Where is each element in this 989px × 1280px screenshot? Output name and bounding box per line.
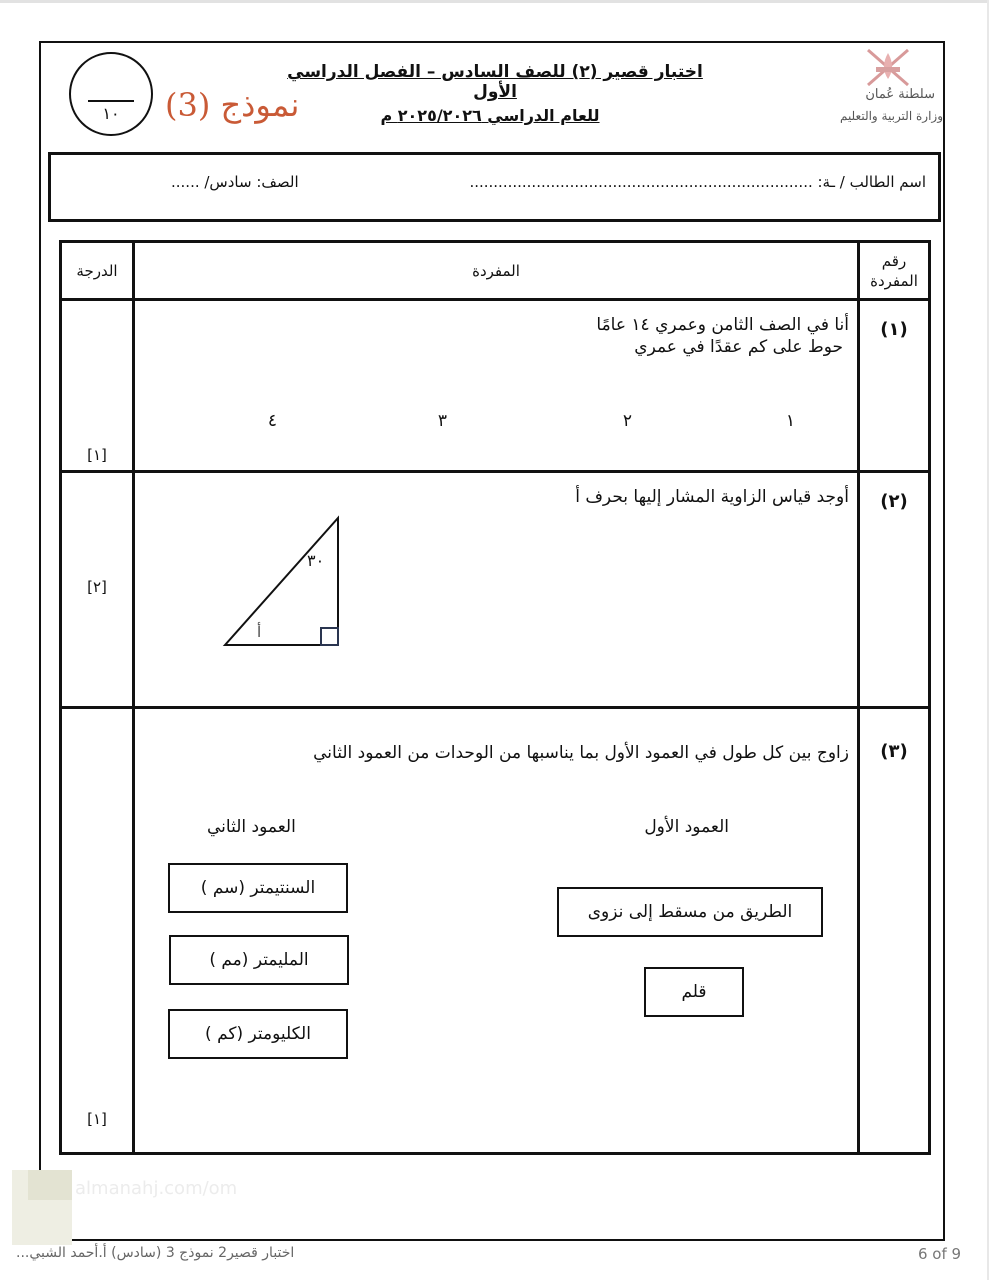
- model-label: نموذج (3): [165, 86, 300, 124]
- question-score: [١]: [61, 708, 134, 1154]
- question-body: [134, 708, 859, 1154]
- logo-line1: سلطنة عُمان: [865, 87, 935, 102]
- logo-line2: وزارة التربية والتعليم: [839, 109, 943, 123]
- question-number: (٣): [859, 708, 930, 1154]
- right-triangle-figure: [220, 515, 360, 665]
- exam-title: اختبار قصير (٢) للصف السادس – الفصل الدراسي الأول: [287, 62, 703, 102]
- questions-table: [59, 240, 931, 1155]
- question-body: [134, 300, 859, 472]
- column2-title: العمود الثاني: [207, 817, 296, 837]
- question-line: زاوج بين كل طول في العمود الأول بما يناسبها من الوحدات من العمود الثاني: [313, 743, 849, 763]
- choice-option[interactable]: ١: [785, 411, 795, 431]
- column2-item[interactable]: المليمتر (مم ): [169, 935, 349, 985]
- question-score: [١]: [61, 300, 134, 472]
- total-grade: ١٠: [102, 104, 120, 123]
- question-line: أنا في الصف الثامن وعمري ١٤ عامًا: [596, 315, 849, 335]
- column1-item[interactable]: قلم: [644, 967, 744, 1017]
- question-number: (١): [859, 300, 930, 472]
- oman-emblem-icon: [858, 45, 918, 90]
- table-row: [61, 472, 930, 708]
- choice-option[interactable]: ٤: [267, 411, 277, 431]
- header-item: المفردة: [134, 242, 859, 300]
- right-angle-marker: [321, 628, 338, 645]
- class-field[interactable]: الصف: سادس/ ......: [171, 173, 299, 191]
- choice-option[interactable]: ٢: [622, 411, 632, 431]
- triangle-shape: [225, 518, 338, 645]
- question-line: أوجد قياس الزاوية المشار إليها بحرف أ: [575, 487, 849, 507]
- watermark-text: almanahj.com/om: [75, 1178, 238, 1199]
- student-info-box: [48, 152, 941, 222]
- question-score: [٢]: [61, 472, 134, 708]
- angle-label-unknown: أ: [257, 623, 262, 641]
- table-row: [61, 708, 930, 1154]
- grade-fraction-line: [88, 100, 134, 102]
- table-row: [61, 300, 930, 472]
- student-name-field[interactable]: اسم الطالب / ـة: ........................................................................: [469, 173, 926, 191]
- academic-year: للعام الدراسي ٢٠٢٥/٢٠٢٦ م: [380, 106, 600, 125]
- question-body: [134, 472, 859, 708]
- table-header-row: [61, 242, 930, 300]
- viewer-top-bar: [0, 0, 989, 3]
- total-grade-circle: [69, 52, 153, 136]
- header-number: رقم المفردة: [859, 242, 930, 300]
- ministry-logo: [820, 45, 945, 145]
- column2-item[interactable]: السنتيمتر (سم ): [168, 863, 348, 913]
- watermark-logo-part: [28, 1170, 72, 1200]
- question-number: (٢): [859, 472, 930, 708]
- column1-title: العمود الأول: [644, 817, 729, 837]
- question-line: حوط على كم عقدًا في عمري: [634, 337, 843, 357]
- choices-row: [135, 411, 857, 441]
- page-indicator: 6 of 9: [918, 1245, 962, 1263]
- document-title: اختبار قصير2 نموذج 3 (سادس) أ.أحمد الشبي...: [16, 1245, 295, 1261]
- angle-label-30: ٣٠: [307, 551, 325, 570]
- column2-item[interactable]: الكليومتر (كم ): [168, 1009, 348, 1059]
- choice-option[interactable]: ٣: [437, 411, 447, 431]
- column1-item[interactable]: الطريق من مسقط إلى نزوى: [557, 887, 823, 937]
- header-grade: الدرجة: [61, 242, 134, 300]
